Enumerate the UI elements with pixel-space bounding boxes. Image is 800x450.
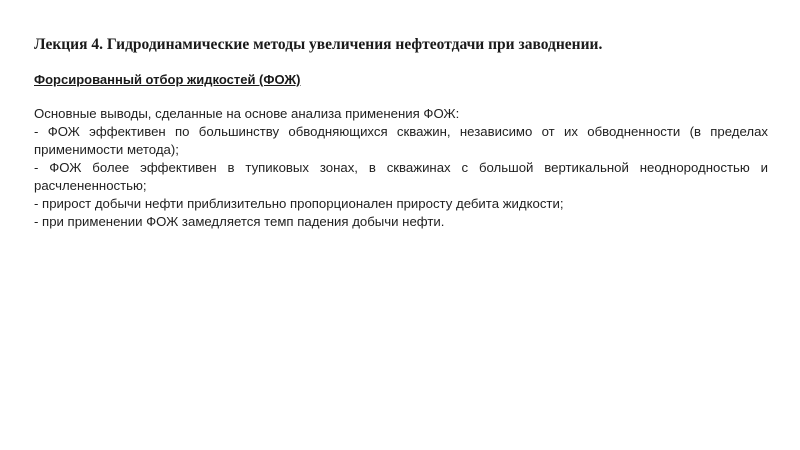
bullet-point-4: - при применении ФОЖ замедляется темп падения добычи нефти. bbox=[34, 214, 445, 229]
lecture-title: Лекция 4. Гидродинамические методы увеличения нефтеотдачи при заводнении. bbox=[34, 36, 603, 53]
section-subtitle: Форсированный отбор жидкостей (ФОЖ) bbox=[34, 72, 301, 87]
bullet-point-2: - ФОЖ более эффективен в тупиковых зонах, в скважинах с большой вертикальной неоднородностью и расчлененностью; bbox=[34, 160, 768, 193]
bullet-point-3: - прирост добычи нефти приблизительно пропорционален приросту дебита жидкости; bbox=[34, 196, 564, 211]
slide-body bbox=[34, 105, 768, 231]
intro-text: Основные выводы, сделанные на основе анализа применения ФОЖ: bbox=[34, 106, 460, 121]
bullet-point-1: - ФОЖ эффективен по большинству обводняющихся скважин, независимо от их обводненности (в пределах применимости метода); bbox=[34, 124, 768, 157]
